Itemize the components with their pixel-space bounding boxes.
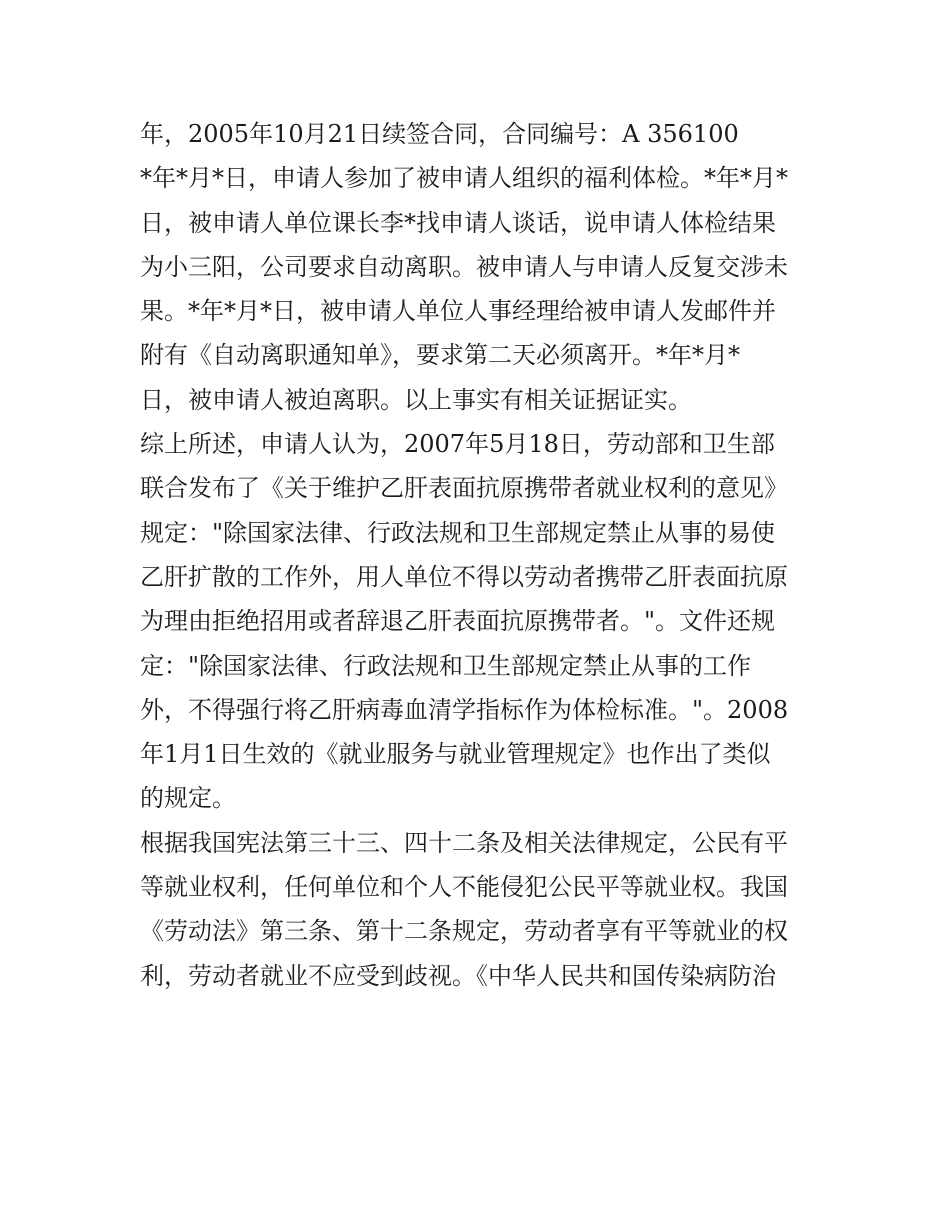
text-line: 日，被申请人被迫离职。以上事实有相关证据证实。: [140, 385, 692, 414]
text-line: 综上所述，申请人认为，2007年5月18日，劳动部和卫生部: [140, 430, 775, 459]
text-line: 日，被申请人单位课长李*找申请人谈话，说申请人体检结果: [140, 208, 776, 237]
text-line: 《劳动法》第三条、第十二条规定，劳动者享有平等就业的权: [140, 917, 788, 946]
text-line: 乙肝扩散的工作外，用人单位不得以劳动者携带乙肝表面抗原: [140, 562, 788, 591]
text-line: 年1月1日生效的《就业服务与就业管理规定》也作出了类似: [140, 740, 771, 769]
text-line: 根据我国宪法第三十三、四十二条及相关法律规定，公民有平: [140, 828, 788, 857]
text-line: 规定："除国家法律、行政法规和卫生部规定禁止从事的易使: [140, 518, 776, 547]
text-line: 年，2005年10月21日续签合同，合同编号：A 356100: [140, 120, 739, 148]
text-line: 的规定。: [140, 784, 236, 813]
text-line: 为小三阳，公司要求自动离职。被申请人与申请人反复交涉未: [140, 252, 788, 281]
text-line: 等就业权利，任何单位和个人不能侵犯公民平等就业权。我国: [140, 873, 788, 902]
text-line: 为理由拒绝招用或者辞退乙肝表面抗原携带者。"。文件还规: [140, 607, 776, 636]
document-body: [140, 112, 820, 998]
text-line: 定："除国家法律、行政法规和卫生部规定禁止从事的工作: [140, 651, 752, 680]
text-line: 附有《自动离职通知单》，要求第二天必须离开。*年*月*: [140, 341, 740, 370]
text-line: 利，劳动者就业不应受到歧视。《中华人民共和国传染病防治: [140, 961, 776, 990]
text-line: *年*月*日，申请人参加了被申请人组织的福利体检。*年*月*: [140, 164, 788, 193]
text-line: 外，不得强行将乙肝病毒血清学指标作为体检标准。"。2008: [140, 695, 789, 724]
text-line: 果。*年*月*日，被申请人单位人事经理给被申请人发邮件并: [140, 297, 776, 326]
text-line: 联合发布了《关于维护乙肝表面抗原携带者就业权利的意见》: [140, 474, 788, 503]
